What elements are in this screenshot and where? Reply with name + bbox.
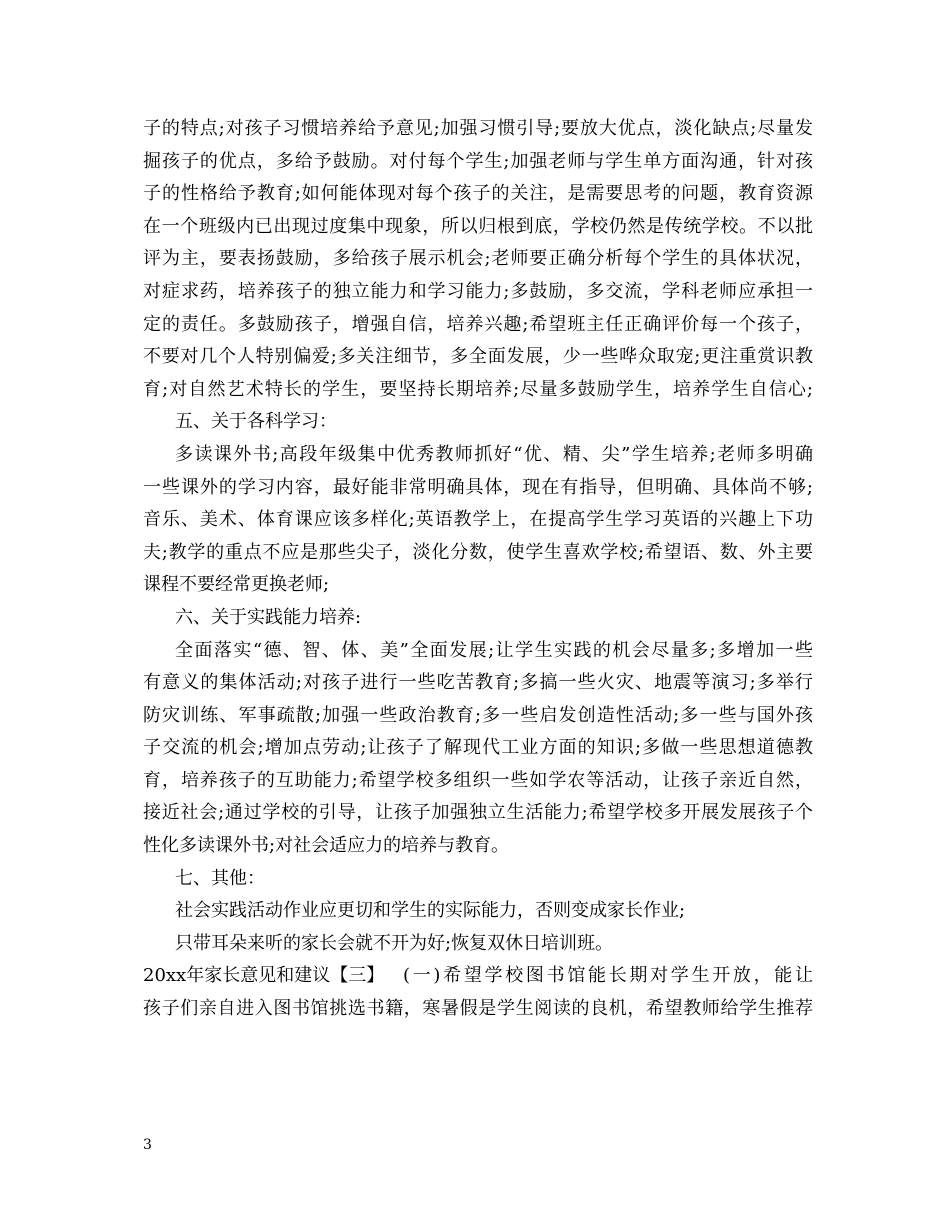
text-line: 防灾训练、军事疏散;加强一些政治教育;多一些启发创造性活动;多一些与国外孩 bbox=[143, 704, 813, 726]
text-line: 多读课外书;高段年级集中优秀教师抓好“优、精、尖”学生培养;老师多明确 bbox=[175, 443, 813, 465]
text-line: 育;对自然艺术特长的学生，要坚持长期培养;尽量多鼓励学生，培养学生自信心; bbox=[143, 378, 813, 400]
text-line: 课程不要经常更换老师; bbox=[143, 574, 330, 596]
text-line: 性化多读课外书;对社会适应力的培养与教育。 bbox=[143, 835, 510, 857]
section-title: 20xx年家长意见和建议【三】 bbox=[143, 965, 385, 987]
text-line: 掘孩子的优点，多给予鼓励。对付每个学生;加强老师与学生单方面沟通，针对孩 bbox=[143, 150, 813, 172]
text-line: 接近社会;通过学校的引导，让孩子加强独立生活能力;希望学校多开展发展孩子个 bbox=[143, 802, 813, 824]
text-line: 全面落实“德、智、体、美”全面发展;让学生实践的机会尽量多;多增加一些 bbox=[175, 639, 813, 661]
text-line: 社会实践活动作业应更切和学生的实际能力，否则变成家长作业; bbox=[175, 900, 686, 922]
section-title-line bbox=[143, 960, 813, 993]
section-heading-7: 七、其他： bbox=[175, 867, 265, 889]
text-line: 子交流的机会;增加点劳动;让孩子了解现代工业方面的知识;多做一些思想道德教 bbox=[143, 737, 813, 759]
text-line: 不要对几个人特别偏爱;多关注细节，多全面发展，少一些哗众取宠;更注重赏识教 bbox=[143, 346, 813, 368]
text-line: 在一个班级内已出现过度集中现象，所以归根到底，学校仍然是传统学校。不以批 bbox=[143, 215, 813, 237]
text-line: 子的性格给予教育;如何能体现对每个孩子的关注，是需要思考的问题，教育资源 bbox=[143, 183, 813, 205]
document-body bbox=[143, 113, 813, 1026]
section-heading-6: 六、关于实践能力培养: bbox=[175, 606, 362, 628]
text-line: 夫;教学的重点不应是那些尖子，淡化分数，使学生喜欢学校;希望语、数、外主要 bbox=[143, 541, 813, 563]
text-line: 子的特点;对孩子习惯培养给予意见;加强习惯引导;要放大优点，淡化缺点;尽量发 bbox=[143, 118, 813, 139]
text-line: 一些课外的学习内容，最好能非常明确具体，现在有指导，但明确、具体尚不够; bbox=[143, 476, 813, 498]
text-line: 音乐、美术、体育课应该多样化;英语教学上，在提高学生学习英语的兴趣上下功 bbox=[143, 509, 813, 531]
section-heading-5: 五、关于各科学习： bbox=[175, 411, 337, 433]
text-line: 有意义的集体活动;对孩子进行一些吃苦教育;多搞一些火灾、地震等演习;多举行 bbox=[143, 672, 813, 694]
text-line: 评为主，要表扬鼓励，多给孩子展示机会;老师要正确分析每个学生的具体状况， bbox=[143, 248, 813, 270]
page-number: 3 bbox=[143, 1137, 152, 1153]
text-line: 只带耳朵来听的家长会就不开为好;恢复双休日培训班。 bbox=[175, 932, 614, 954]
text-line: 定的责任。多鼓励孩子，增强自信，培养兴趣;希望班主任正确评价每一个孩子， bbox=[143, 313, 813, 335]
text-line: 孩子们亲自进入图书馆挑选书籍，寒暑假是学生阅读的良机，希望教师给学生推荐 bbox=[143, 998, 813, 1020]
text-line: 育，培养孩子的互助能力;希望学校多组织一些如学农等活动，让孩子亲近自然， bbox=[143, 769, 813, 791]
text-line: 对症求药，培养孩子的独立能力和学习能力;多鼓励，多交流，学科老师应承担一 bbox=[143, 280, 813, 302]
text-line: (一)希望学校图书馆能长期对学生开放，能让 bbox=[403, 965, 813, 987]
